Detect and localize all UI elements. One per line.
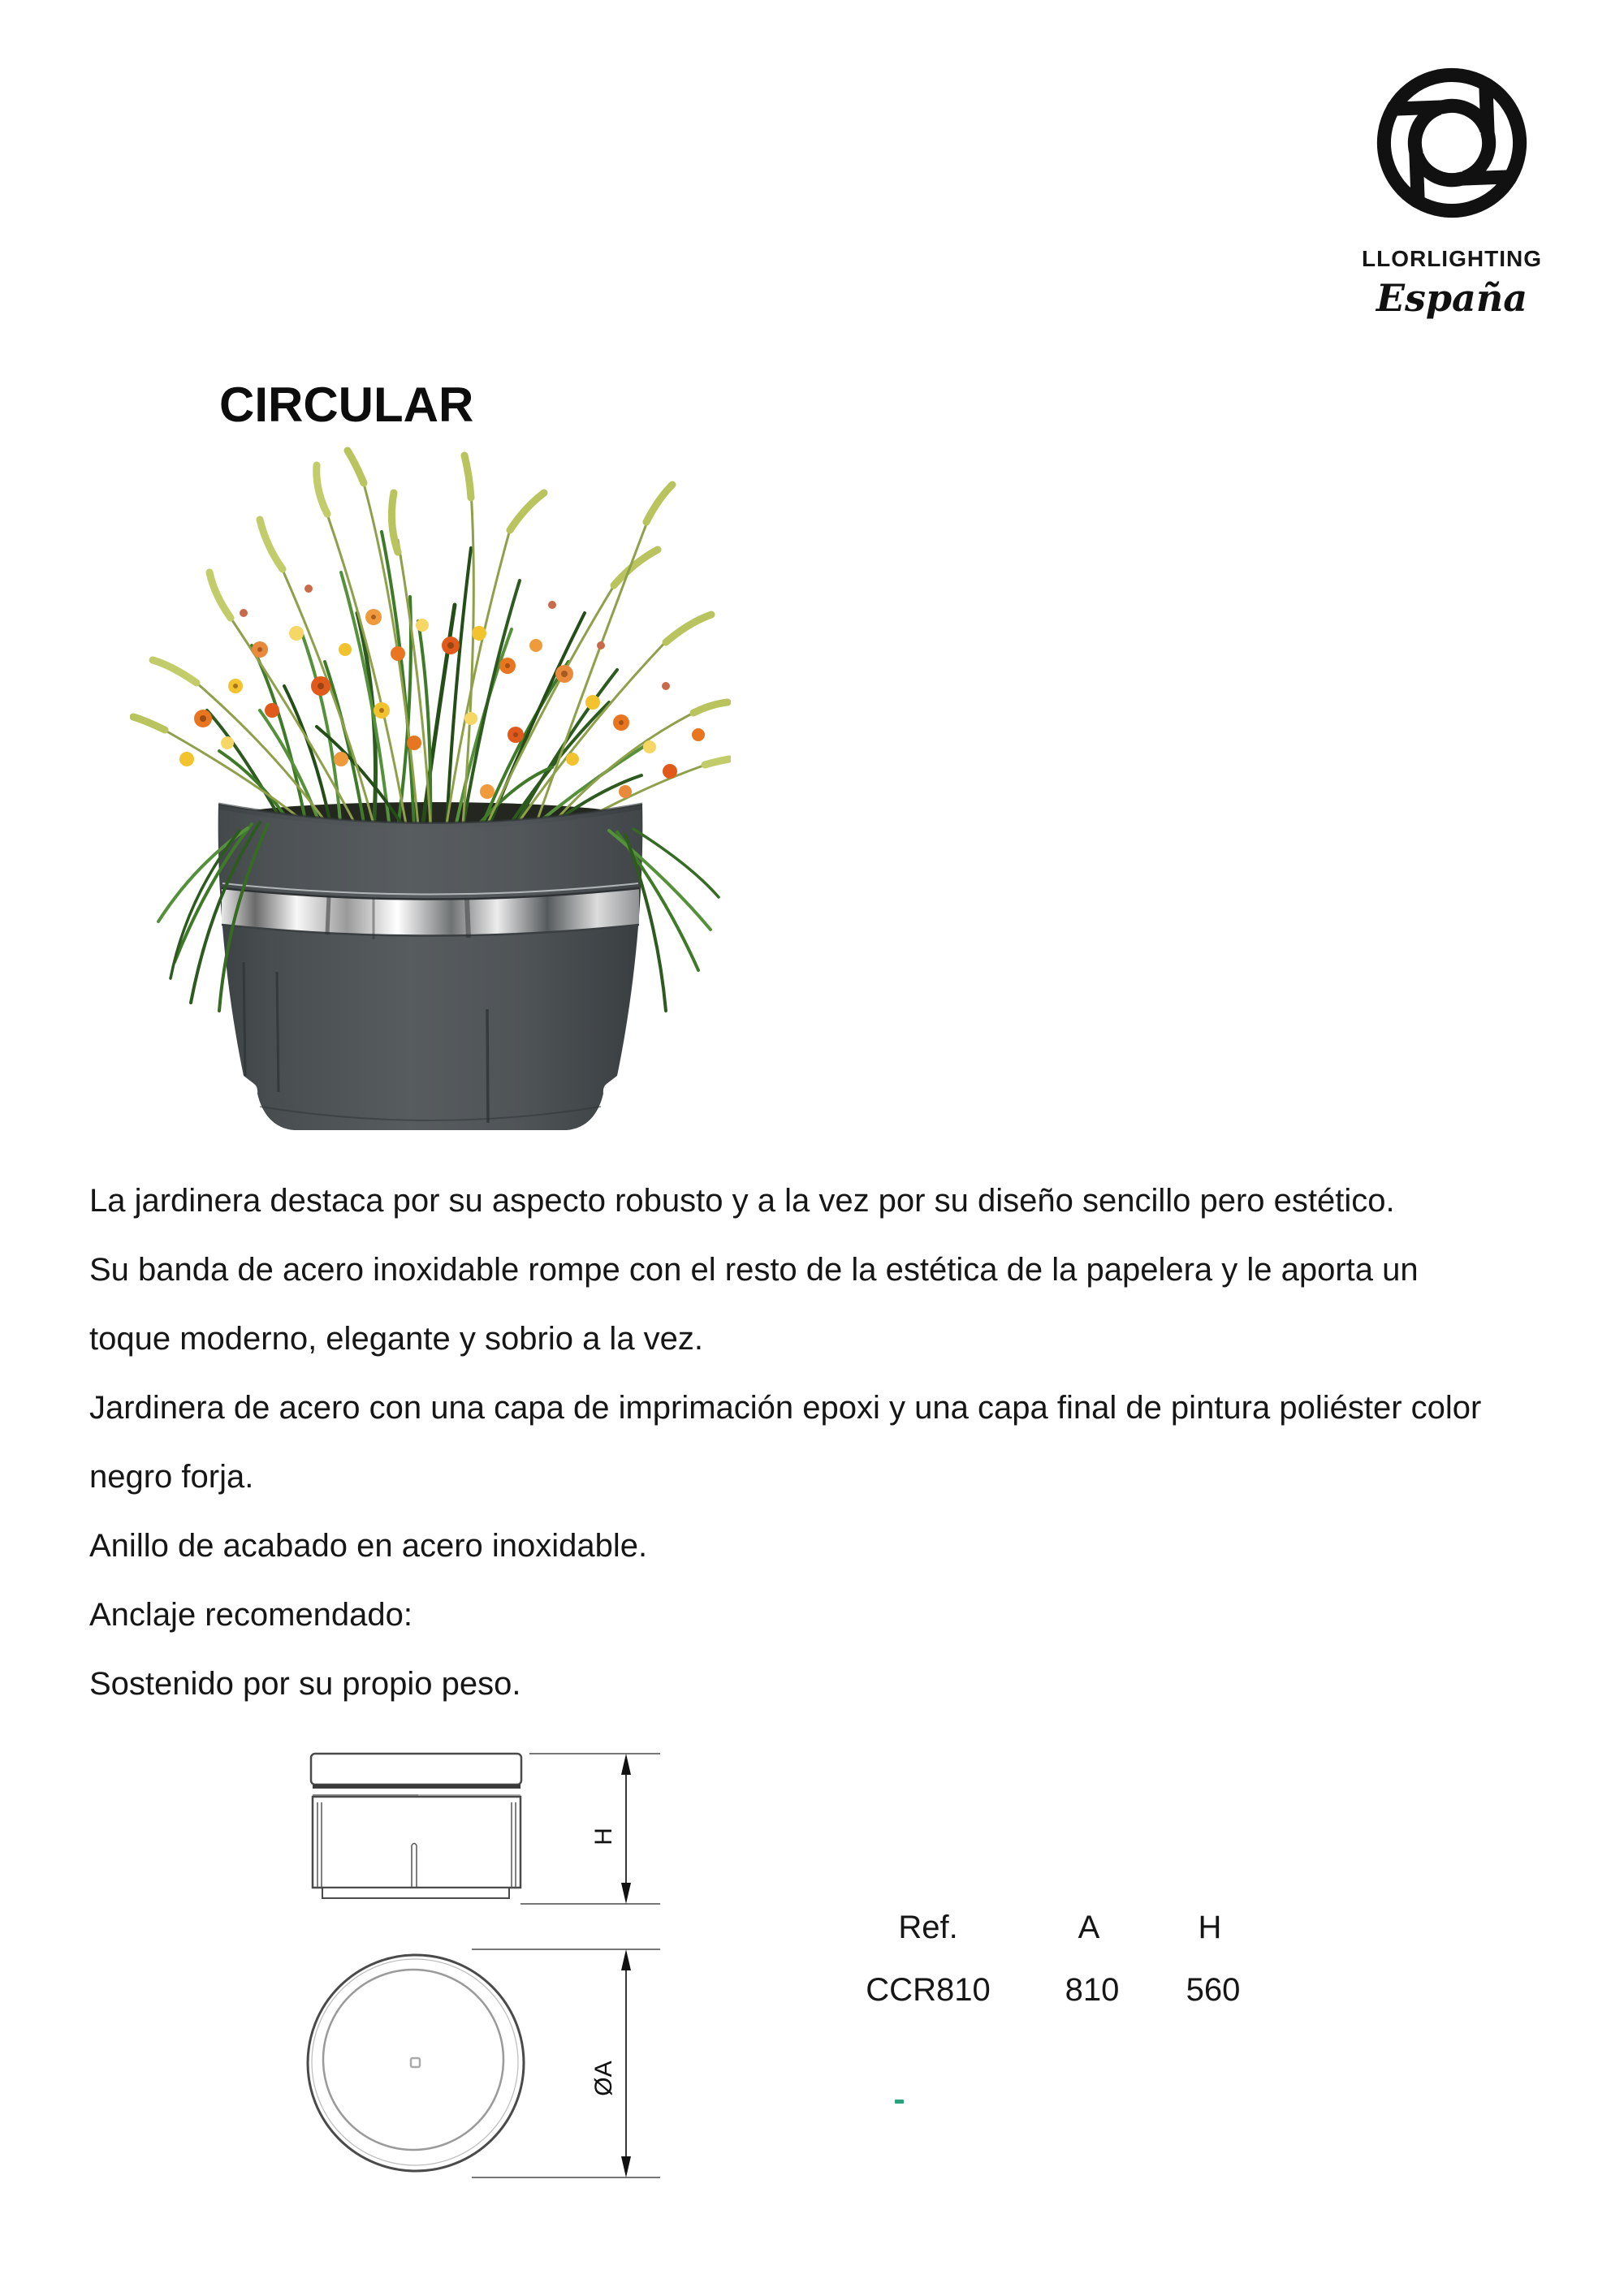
- brand-country: España: [1376, 276, 1528, 320]
- description-line: Sostenido por su propio peso.: [89, 1666, 521, 1702]
- description-line: Su banda de acero inoxidable rompe con el resto de la estética de la papelera y le aporta un: [89, 1252, 1419, 1288]
- spec-h-value: 560: [1186, 1972, 1241, 2008]
- diameter-dimension: [472, 1949, 660, 2177]
- description-line: Anillo de acabado en acero inoxidable.: [89, 1528, 648, 1564]
- diameter-dimension-label: ØA: [590, 2061, 617, 2096]
- product-photo-circular-planter: [130, 442, 731, 1149]
- product-description: [89, 1167, 1559, 1719]
- side-view-drawing: [311, 1754, 521, 1898]
- page-title: CIRCULAR: [219, 378, 474, 432]
- stray-teal-dash: [895, 2100, 904, 2104]
- col-header-h: H: [1198, 1910, 1222, 1945]
- llorlighting-logo-icon: [1354, 50, 1549, 235]
- top-view-drawing: [308, 1955, 524, 2171]
- col-header-ref: Ref.: [898, 1910, 958, 1945]
- description-line: toque moderno, elegante y sobrio a la vez.: [89, 1321, 704, 1357]
- description-line: Jardinera de acero con una capa de imprimación epoxi y una capa final de pintura poliéster color: [89, 1390, 1482, 1426]
- description-line: negro forja.: [89, 1459, 254, 1495]
- height-dimension-label: H: [590, 1828, 617, 1845]
- description-line: La jardinera destaca por su aspecto robusto y a la vez por su diseño sencillo pero estético.: [89, 1183, 1395, 1219]
- spec-a-value: 810: [1065, 1972, 1120, 2008]
- spec-ref-value: CCR810: [866, 1972, 991, 2008]
- col-header-a: A: [1078, 1910, 1100, 1945]
- technical-drawings: [288, 1737, 662, 2200]
- description-line: Anclaje recomendado:: [89, 1597, 413, 1633]
- height-dimension: [520, 1754, 660, 1904]
- brand-name: LLORLIGHTING: [1362, 246, 1542, 271]
- planter-pot: [218, 804, 643, 1130]
